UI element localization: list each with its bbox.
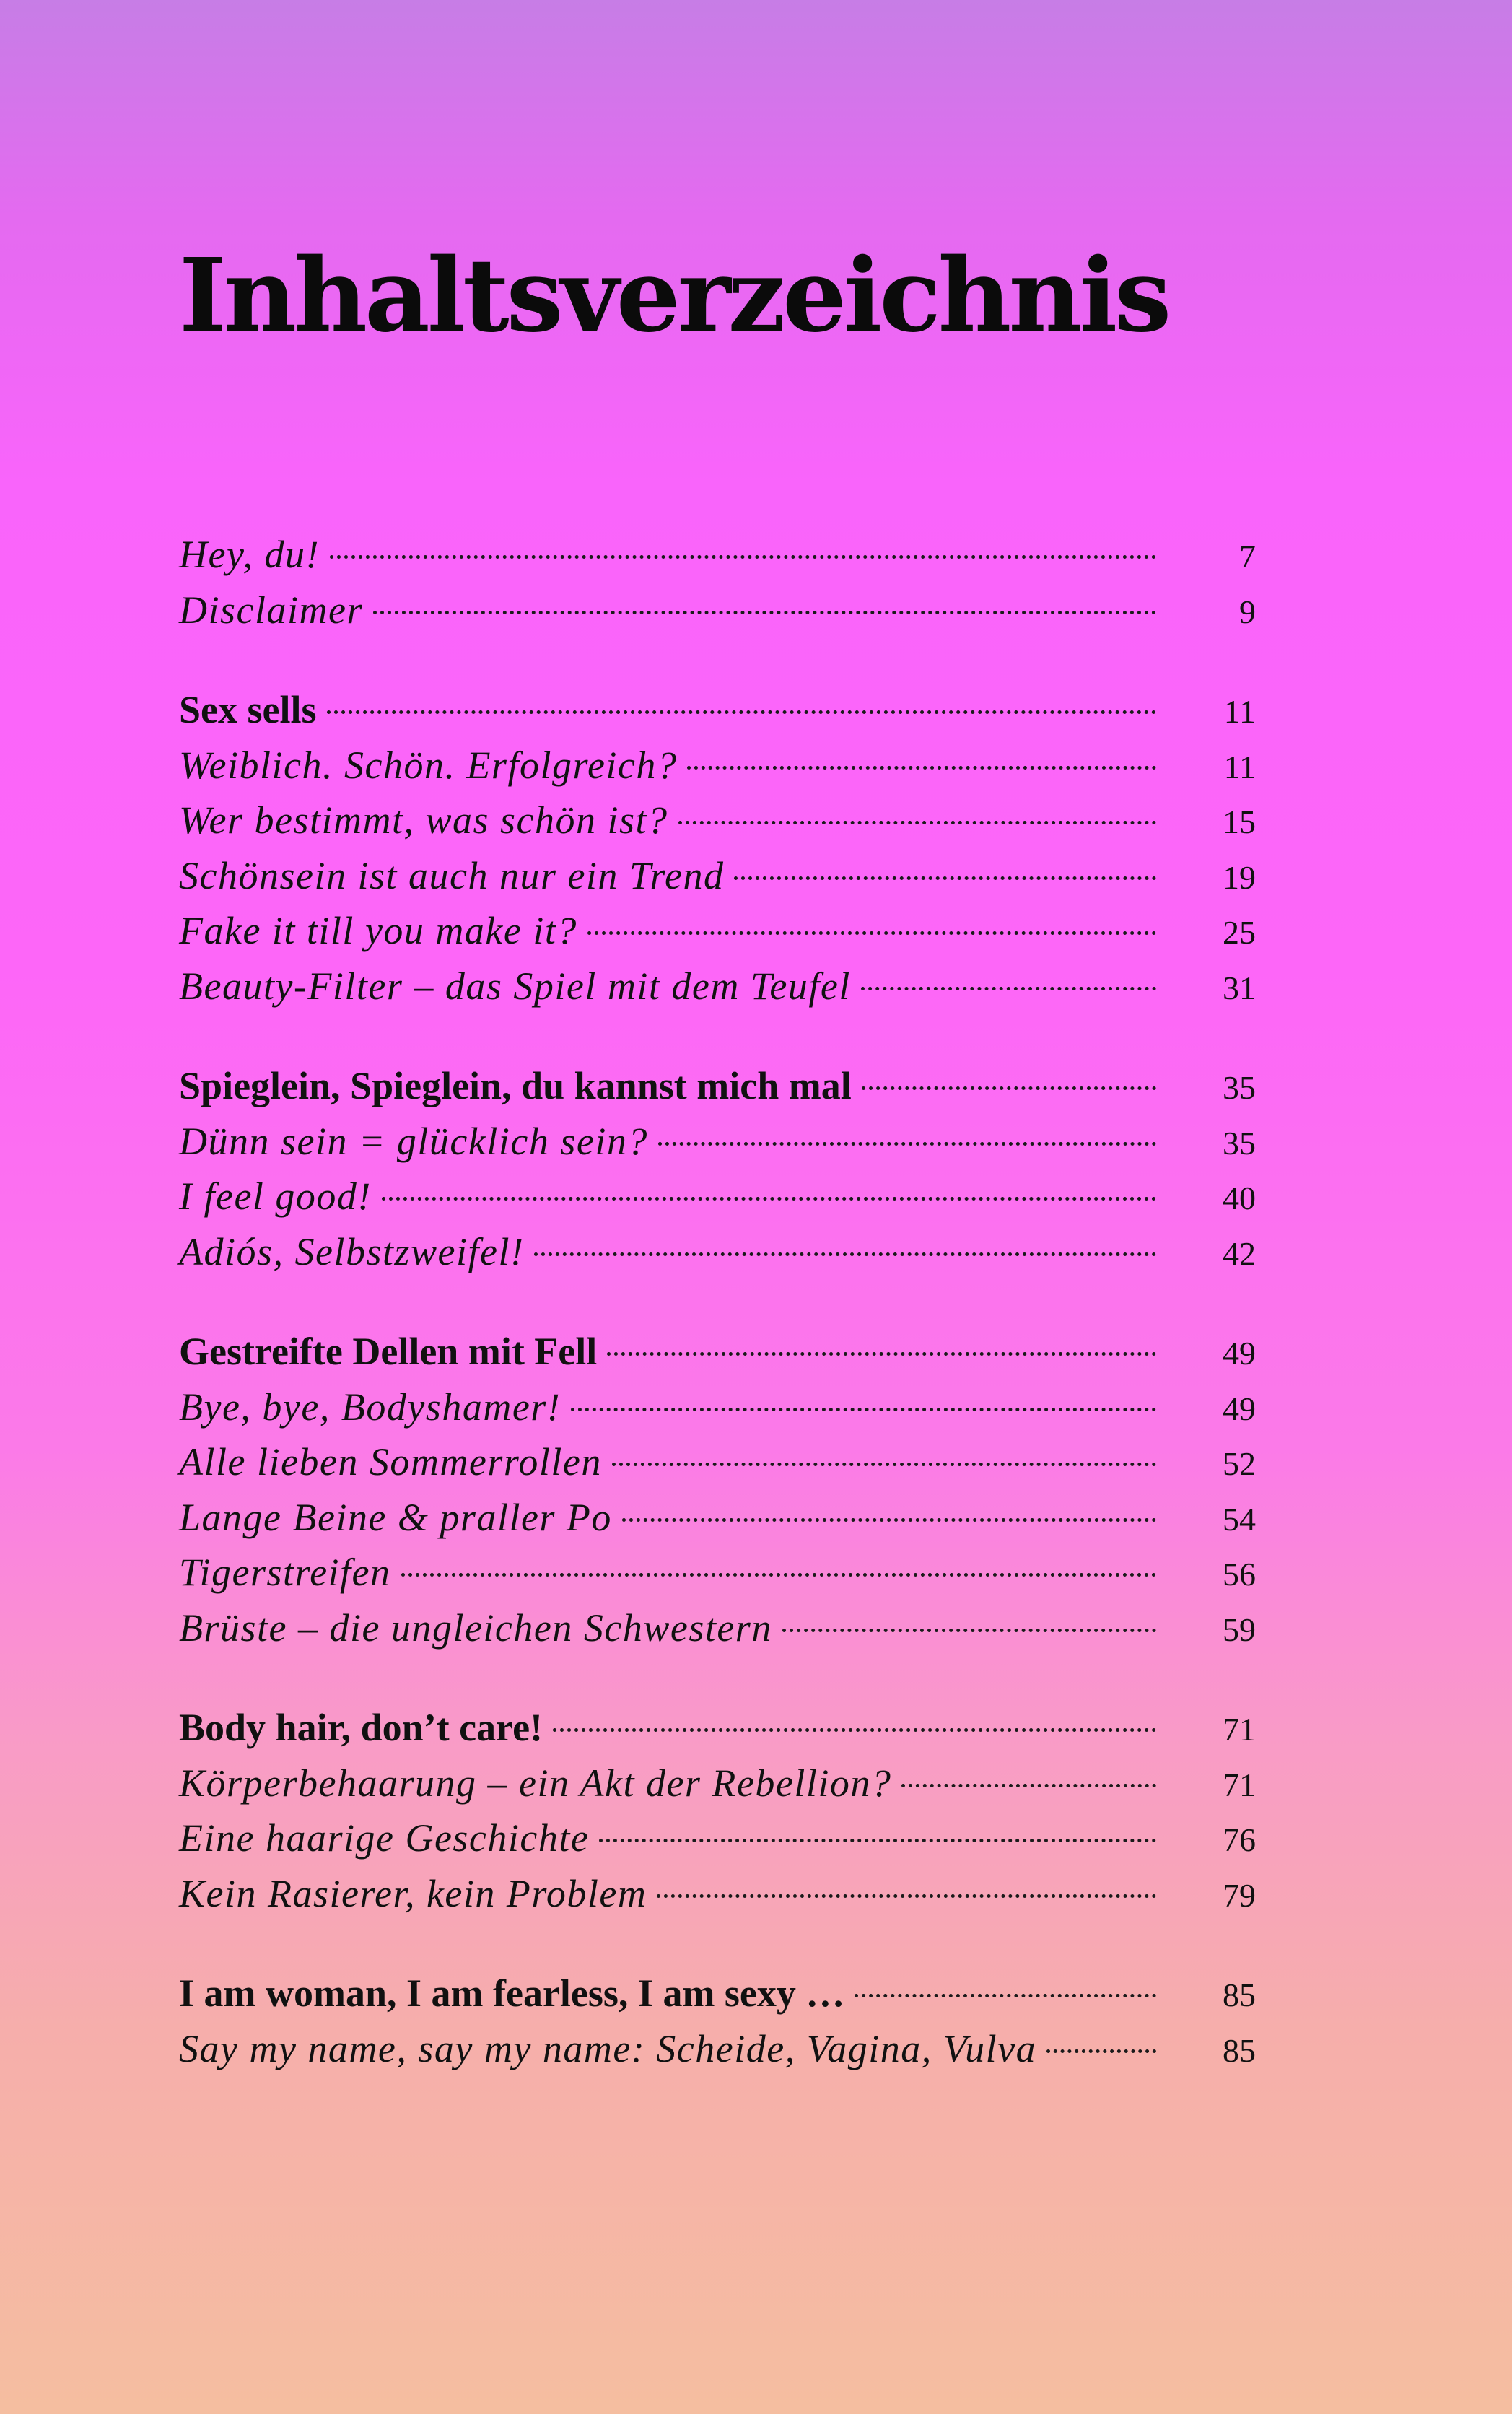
- toc-subchapter-entry[interactable]: [179, 527, 1256, 583]
- toc-entry-label: I am woman, I am fearless, I am sexy …: [179, 1971, 845, 2015]
- toc-page-number: 52: [1223, 1445, 1256, 1482]
- toc-page-number: 42: [1223, 1234, 1256, 1272]
- toc-page-number: 25: [1223, 914, 1256, 951]
- toc-subchapter-entry[interactable]: [179, 1866, 1256, 1922]
- toc-subchapter-entry[interactable]: [179, 903, 1256, 959]
- dot-leader: [373, 611, 1156, 614]
- toc-subchapter-entry[interactable]: [179, 848, 1256, 904]
- toc-subchapter-entry[interactable]: [179, 583, 1256, 638]
- toc-page-number: 15: [1223, 803, 1256, 840]
- toc-subchapter-entry[interactable]: [179, 1810, 1256, 1866]
- toc-subchapter-entry[interactable]: [179, 2021, 1256, 2077]
- dot-leader: [861, 987, 1156, 990]
- dot-leader: [401, 1573, 1156, 1577]
- toc-page-number: 7: [1239, 538, 1256, 575]
- toc-subchapter-entry[interactable]: [179, 1600, 1256, 1656]
- toc-page-number: 11: [1223, 693, 1256, 730]
- toc-page-number: 35: [1223, 1069, 1256, 1106]
- dot-leader: [612, 1463, 1156, 1466]
- dot-leader: [534, 1252, 1156, 1256]
- toc-page-number: 11: [1223, 748, 1256, 785]
- toc-entry-label: Bye, bye, Bodyshamer!: [179, 1385, 561, 1429]
- toc-subchapter-entry[interactable]: [179, 738, 1256, 793]
- table-of-contents: [179, 527, 1256, 2121]
- toc-subchapter-entry[interactable]: [179, 1224, 1256, 1280]
- toc-entry-label: Sex sells: [179, 688, 317, 731]
- toc-page-number: 54: [1223, 1500, 1256, 1538]
- dot-leader: [855, 1994, 1156, 1997]
- toc-subchapter-entry[interactable]: [179, 1545, 1256, 1600]
- toc-entry-label: Alle lieben Sommerrollen: [179, 1440, 602, 1483]
- toc-page-number: 79: [1223, 1876, 1256, 1914]
- toc-subchapter-entry[interactable]: [179, 1756, 1256, 1811]
- dot-leader: [327, 710, 1156, 714]
- dot-leader: [901, 1784, 1156, 1787]
- toc-subchapter-entry[interactable]: [179, 1434, 1256, 1490]
- toc-page-number: 59: [1223, 1611, 1256, 1648]
- toc-page-number: 19: [1223, 858, 1256, 896]
- dot-leader: [622, 1518, 1156, 1522]
- dot-leader: [1046, 2049, 1156, 2053]
- toc-chapter-entry[interactable]: [179, 682, 1256, 738]
- toc-section: [179, 1058, 1256, 1279]
- toc-page-number: 85: [1223, 2031, 1256, 2069]
- dot-leader: [658, 1142, 1156, 1146]
- dot-leader: [657, 1894, 1156, 1898]
- toc-chapter-entry[interactable]: [179, 1058, 1256, 1114]
- toc-page-number: 9: [1239, 593, 1256, 630]
- toc-entry-label: Körperbehaarung – ein Akt der Rebellion?: [179, 1761, 892, 1805]
- toc-entry-label: Kein Rasierer, kein Problem: [179, 1871, 647, 1915]
- toc-section: [179, 527, 1256, 637]
- toc-page-number: 56: [1223, 1556, 1256, 1592]
- toc-entry-label: Body hair, don’t care!: [179, 1706, 543, 1749]
- toc-entry-label: Gestreifte Dellen mit Fell: [179, 1330, 598, 1373]
- toc-entry-label: Brüste – die ungleichen Schwestern: [179, 1605, 772, 1650]
- dot-leader: [587, 931, 1156, 935]
- toc-page-number: 85: [1223, 1977, 1256, 2013]
- toc-entry-label: Disclaimer: [179, 588, 363, 632]
- toc-page-number: 40: [1223, 1180, 1256, 1216]
- dot-leader: [382, 1197, 1156, 1201]
- toc-entry-label: Hey, du!: [179, 533, 320, 576]
- toc-subchapter-entry[interactable]: [179, 793, 1256, 848]
- dot-leader: [782, 1629, 1156, 1632]
- toc-page-number: 31: [1223, 969, 1256, 1006]
- dot-leader: [687, 766, 1156, 770]
- toc-entry-label: Tigerstreifen: [179, 1551, 391, 1594]
- toc-subchapter-entry[interactable]: [179, 1114, 1256, 1169]
- toc-chapter-entry[interactable]: [179, 1700, 1256, 1756]
- toc-chapter-entry[interactable]: [179, 1966, 1256, 2021]
- toc-section: [179, 1966, 1256, 2076]
- toc-subchapter-entry[interactable]: [179, 959, 1256, 1014]
- toc-entry-label: Lange Beine & praller Po: [179, 1495, 612, 1539]
- dot-leader: [862, 1086, 1156, 1090]
- toc-subchapter-entry[interactable]: [179, 1380, 1256, 1435]
- toc-section: [179, 1700, 1256, 1921]
- toc-page-number: 35: [1223, 1124, 1256, 1162]
- dot-leader: [330, 555, 1156, 559]
- toc-page-number: 71: [1223, 1766, 1256, 1803]
- toc-section: [179, 1324, 1256, 1655]
- toc-entry-label: Spieglein, Spieglein, du kannst mich mal: [179, 1064, 852, 1107]
- toc-entry-label: Eine haarige Geschichte: [179, 1816, 590, 1860]
- toc-page-number: 49: [1223, 1390, 1256, 1427]
- toc-page-number: 49: [1223, 1335, 1256, 1372]
- toc-entry-label: Beauty-Filter – das Spiel mit dem Teufel: [179, 964, 851, 1008]
- toc-chapter-entry[interactable]: [179, 1324, 1256, 1380]
- dot-leader: [599, 1839, 1156, 1842]
- dot-leader: [607, 1352, 1156, 1356]
- toc-entry-label: Wer bestimmt, was schön ist?: [179, 798, 668, 842]
- toc-subchapter-entry[interactable]: [179, 1490, 1256, 1546]
- dot-leader: [571, 1408, 1156, 1411]
- dot-leader: [553, 1728, 1156, 1732]
- toc-entry-label: Weiblich. Schön. Erfolgreich?: [179, 743, 678, 787]
- toc-entry-label: Fake it till you make it?: [179, 909, 577, 952]
- page-title: Inhaltsverzeichnis: [179, 237, 1169, 355]
- toc-section: [179, 682, 1256, 1014]
- toc-entry-label: Schönsein ist auch nur ein Trend: [179, 853, 725, 897]
- toc-page-number: 76: [1223, 1821, 1256, 1858]
- dot-leader: [734, 876, 1156, 880]
- toc-entry-label: I feel good!: [179, 1175, 372, 1218]
- toc-entry-label: Adiós, Selbstzweifel!: [179, 1229, 525, 1273]
- dot-leader: [678, 821, 1156, 824]
- toc-subchapter-entry[interactable]: [179, 1169, 1256, 1224]
- toc-page-number: 71: [1223, 1711, 1256, 1748]
- toc-entry-label: Dünn sein = glücklich sein?: [179, 1119, 648, 1163]
- toc-entry-label: Say my name, say my name: Scheide, Vagina, Vulva: [179, 2026, 1037, 2070]
